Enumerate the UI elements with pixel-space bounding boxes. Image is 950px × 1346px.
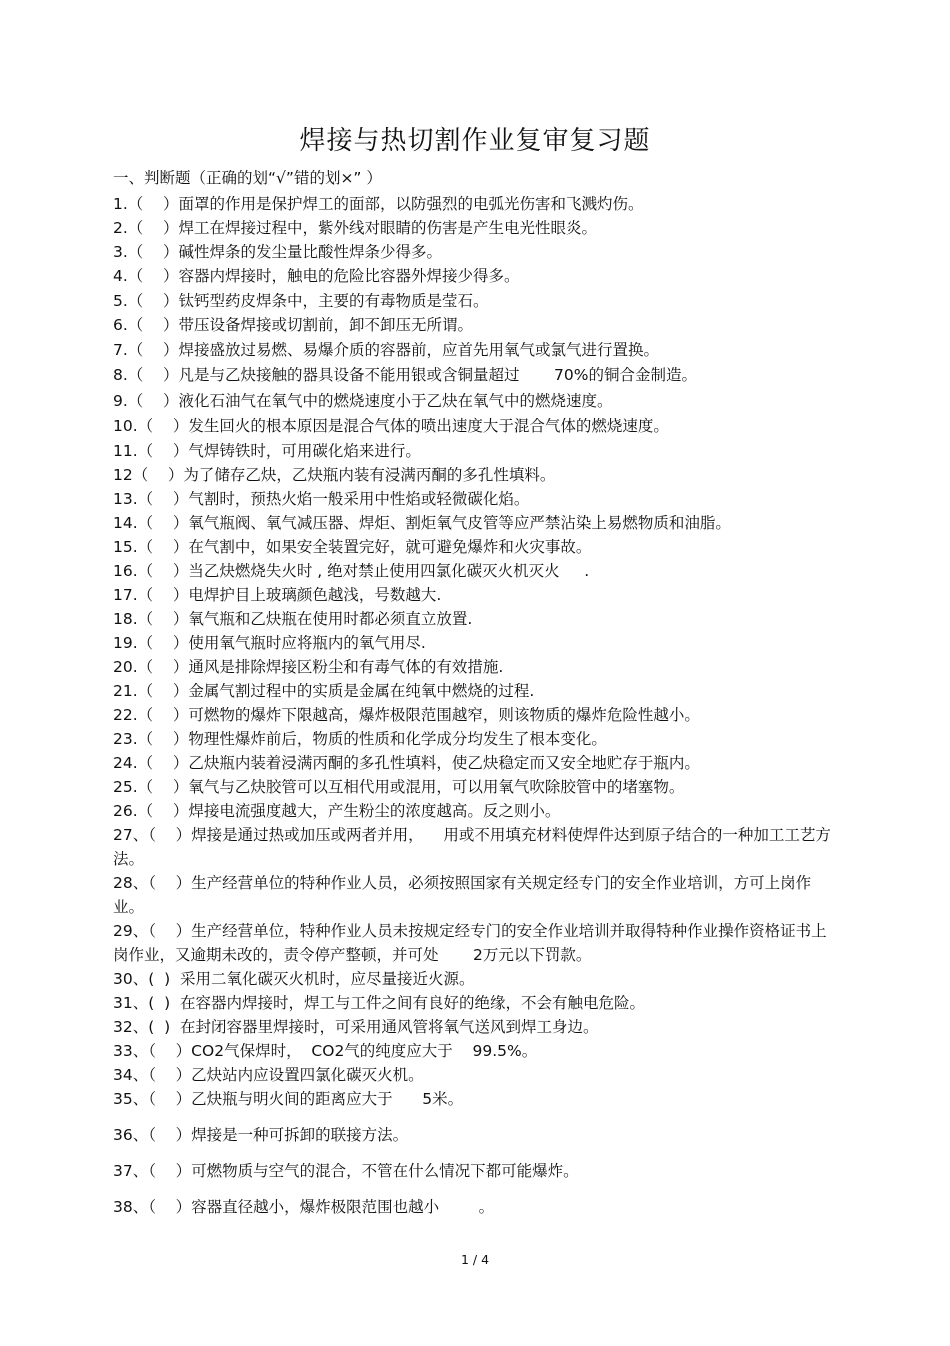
question-item: 24.（ ）乙炔瓶内装着浸满丙酮的多孔性填料，使乙炔稳定而又安全地贮存于瓶内。 — [113, 754, 700, 772]
question-item: 7.（ ）焊接盛放过易燃、易爆介质的容器前，应首先用氧气或氯气进行置换。 — [113, 341, 659, 359]
question-item: 38、（ ）容器直径越小，爆炸极限范围也越小 。 — [113, 1198, 495, 1216]
question-item: 14.（ ）氧气瓶阀、氧气减压器、焊炬、割炬氧气皮管等应严禁沾染上易燃物质和油脂。 — [113, 514, 731, 532]
question-item: 34、（ ）乙炔站内应设置四氯化碳灭火机。 — [113, 1066, 424, 1084]
question-item: 20.（ ）通风是排除焊接区粉尘和有毒气体的有效措施. — [113, 658, 504, 676]
question-item: 19.（ ）使用氧气瓶时应将瓶内的氧气用尽. — [113, 634, 426, 652]
question-item: 28、（ ）生产经营单位的特种作业人员，必须按照国家有关规定经专门的安全作业培训，方可上岗作业。 — [113, 874, 812, 916]
question-item: 31、( ) 在容器内焊接时，焊工与工件之间有良好的绝缘，不会有触电危险。 — [113, 994, 646, 1012]
question-item: 3.（ ）碱性焊条的发尘量比酸性焊条少得多。 — [113, 243, 442, 261]
question-item: 8.（ ）凡是与乙炔接触的器具设备不能用银或含铜量超过 70%的铜合金制造。 — [113, 366, 697, 384]
question-item: 11.（ ）气焊铸铁时，可用碳化焰来进行。 — [113, 442, 421, 460]
question-item: 25.（ ）氧气与乙炔胶管可以互相代用或混用，可以用氧气吹除胶管中的堵塞物。 — [113, 778, 685, 796]
question-item: 35、（ ）乙炔瓶与明火间的距离应大于 5米。 — [113, 1090, 464, 1108]
question-item: 32、( ) 在封闭容器里焊接时，可采用通风管将氧气送风到焊工身边。 — [113, 1018, 599, 1036]
question-item: 5.（ ）钛钙型药皮焊条中，主要的有毒物质是莹石。 — [113, 292, 489, 310]
question-item: 37、（ ）可燃物质与空气的混合，不管在什么情况下都可能爆炸。 — [113, 1162, 579, 1180]
question-item: 1.（ ）面罩的作用是保护焊工的面部，以防强烈的电弧光伤害和飞溅灼伤。 — [113, 195, 644, 213]
document-title: 焊接与热切割作业复审复习题 — [299, 126, 651, 156]
question-item: 36、（ ）焊接是一种可拆卸的联接方法。 — [113, 1126, 409, 1144]
question-item: 4.（ ）容器内焊接时，触电的危险比容器外焊接少得多。 — [113, 267, 520, 285]
question-item: 30、( ) 采用二氧化碳灭火机时，应尽量接近火源。 — [113, 970, 475, 988]
page-number: 1 / 4 — [460, 1252, 490, 1267]
question-item: 2.（ ）焊工在焊接过程中，紫外线对眼睛的伤害是产生电光性眼炎。 — [113, 219, 597, 237]
question-item: 10.（ ）发生回火的根本原因是混合气体的喷出速度大于混合气体的燃烧速度。 — [113, 417, 669, 435]
question-item: 18.（ ）氧气瓶和乙炔瓶在使用时都必须直立放置. — [113, 610, 473, 628]
question-item: 9.（ ）液化石油气在氧气中的燃烧速度小于乙炔在氧气中的燃烧速度。 — [113, 392, 613, 410]
question-item: 33、（ ）CO2气保焊时， CO2气的纯度应大于 99.5%。 — [113, 1042, 538, 1060]
section-heading: 一、判断题（正确的划“√”错的划×” ） — [113, 169, 382, 187]
question-item: 13.（ ）气割时，预热火焰一般采用中性焰或轻微碳化焰。 — [113, 490, 530, 508]
question-item: 16.（ ）当乙炔燃烧失火时 , 绝对禁止使用四氯化碳灭火机灭火 . — [113, 562, 590, 580]
question-item: 22.（ ）可燃物的爆炸下限越高，爆炸极限范围越窄，则该物质的爆炸危险性越小。 — [113, 706, 700, 724]
question-item: 29、（ ）生产经营单位，特种作业人员未按规定经专门的安全作业培训并取得特种作业操作资格证书上岗作业，又逾期未改的，责令停产整顿，并可处 2万元以下罚款。 — [113, 922, 827, 964]
question-item: 23.（ ）物理性爆炸前后，物质的性质和化学成分均发生了根本变化。 — [113, 730, 607, 748]
question-item: 12（ ）为了储存乙炔，乙炔瓶内装有浸满丙酮的多孔性填料。 — [113, 466, 556, 484]
question-item: 26.（ ）焊接电流强度越大，产生粉尘的浓度越高。反之则小。 — [113, 802, 561, 820]
question-item: 27、（ ）焊接是通过热或加压或两者并用， 用或不用填充材料使焊件达到原子结合的一种加工工艺方法。 — [113, 826, 831, 868]
question-item: 15.（ ）在气割中，如果安全装置完好，就可避免爆炸和火灾事故。 — [113, 538, 592, 556]
question-item: 21.（ ）金属气割过程中的实质是金属在纯氧中燃烧的过程. — [113, 682, 535, 700]
question-item: 17.（ ）电焊护目上玻璃颜色越浅，号数越大. — [113, 586, 442, 604]
question-item: 6.（ ）带压设备焊接或切割前，卸不卸压无所谓。 — [113, 316, 473, 334]
